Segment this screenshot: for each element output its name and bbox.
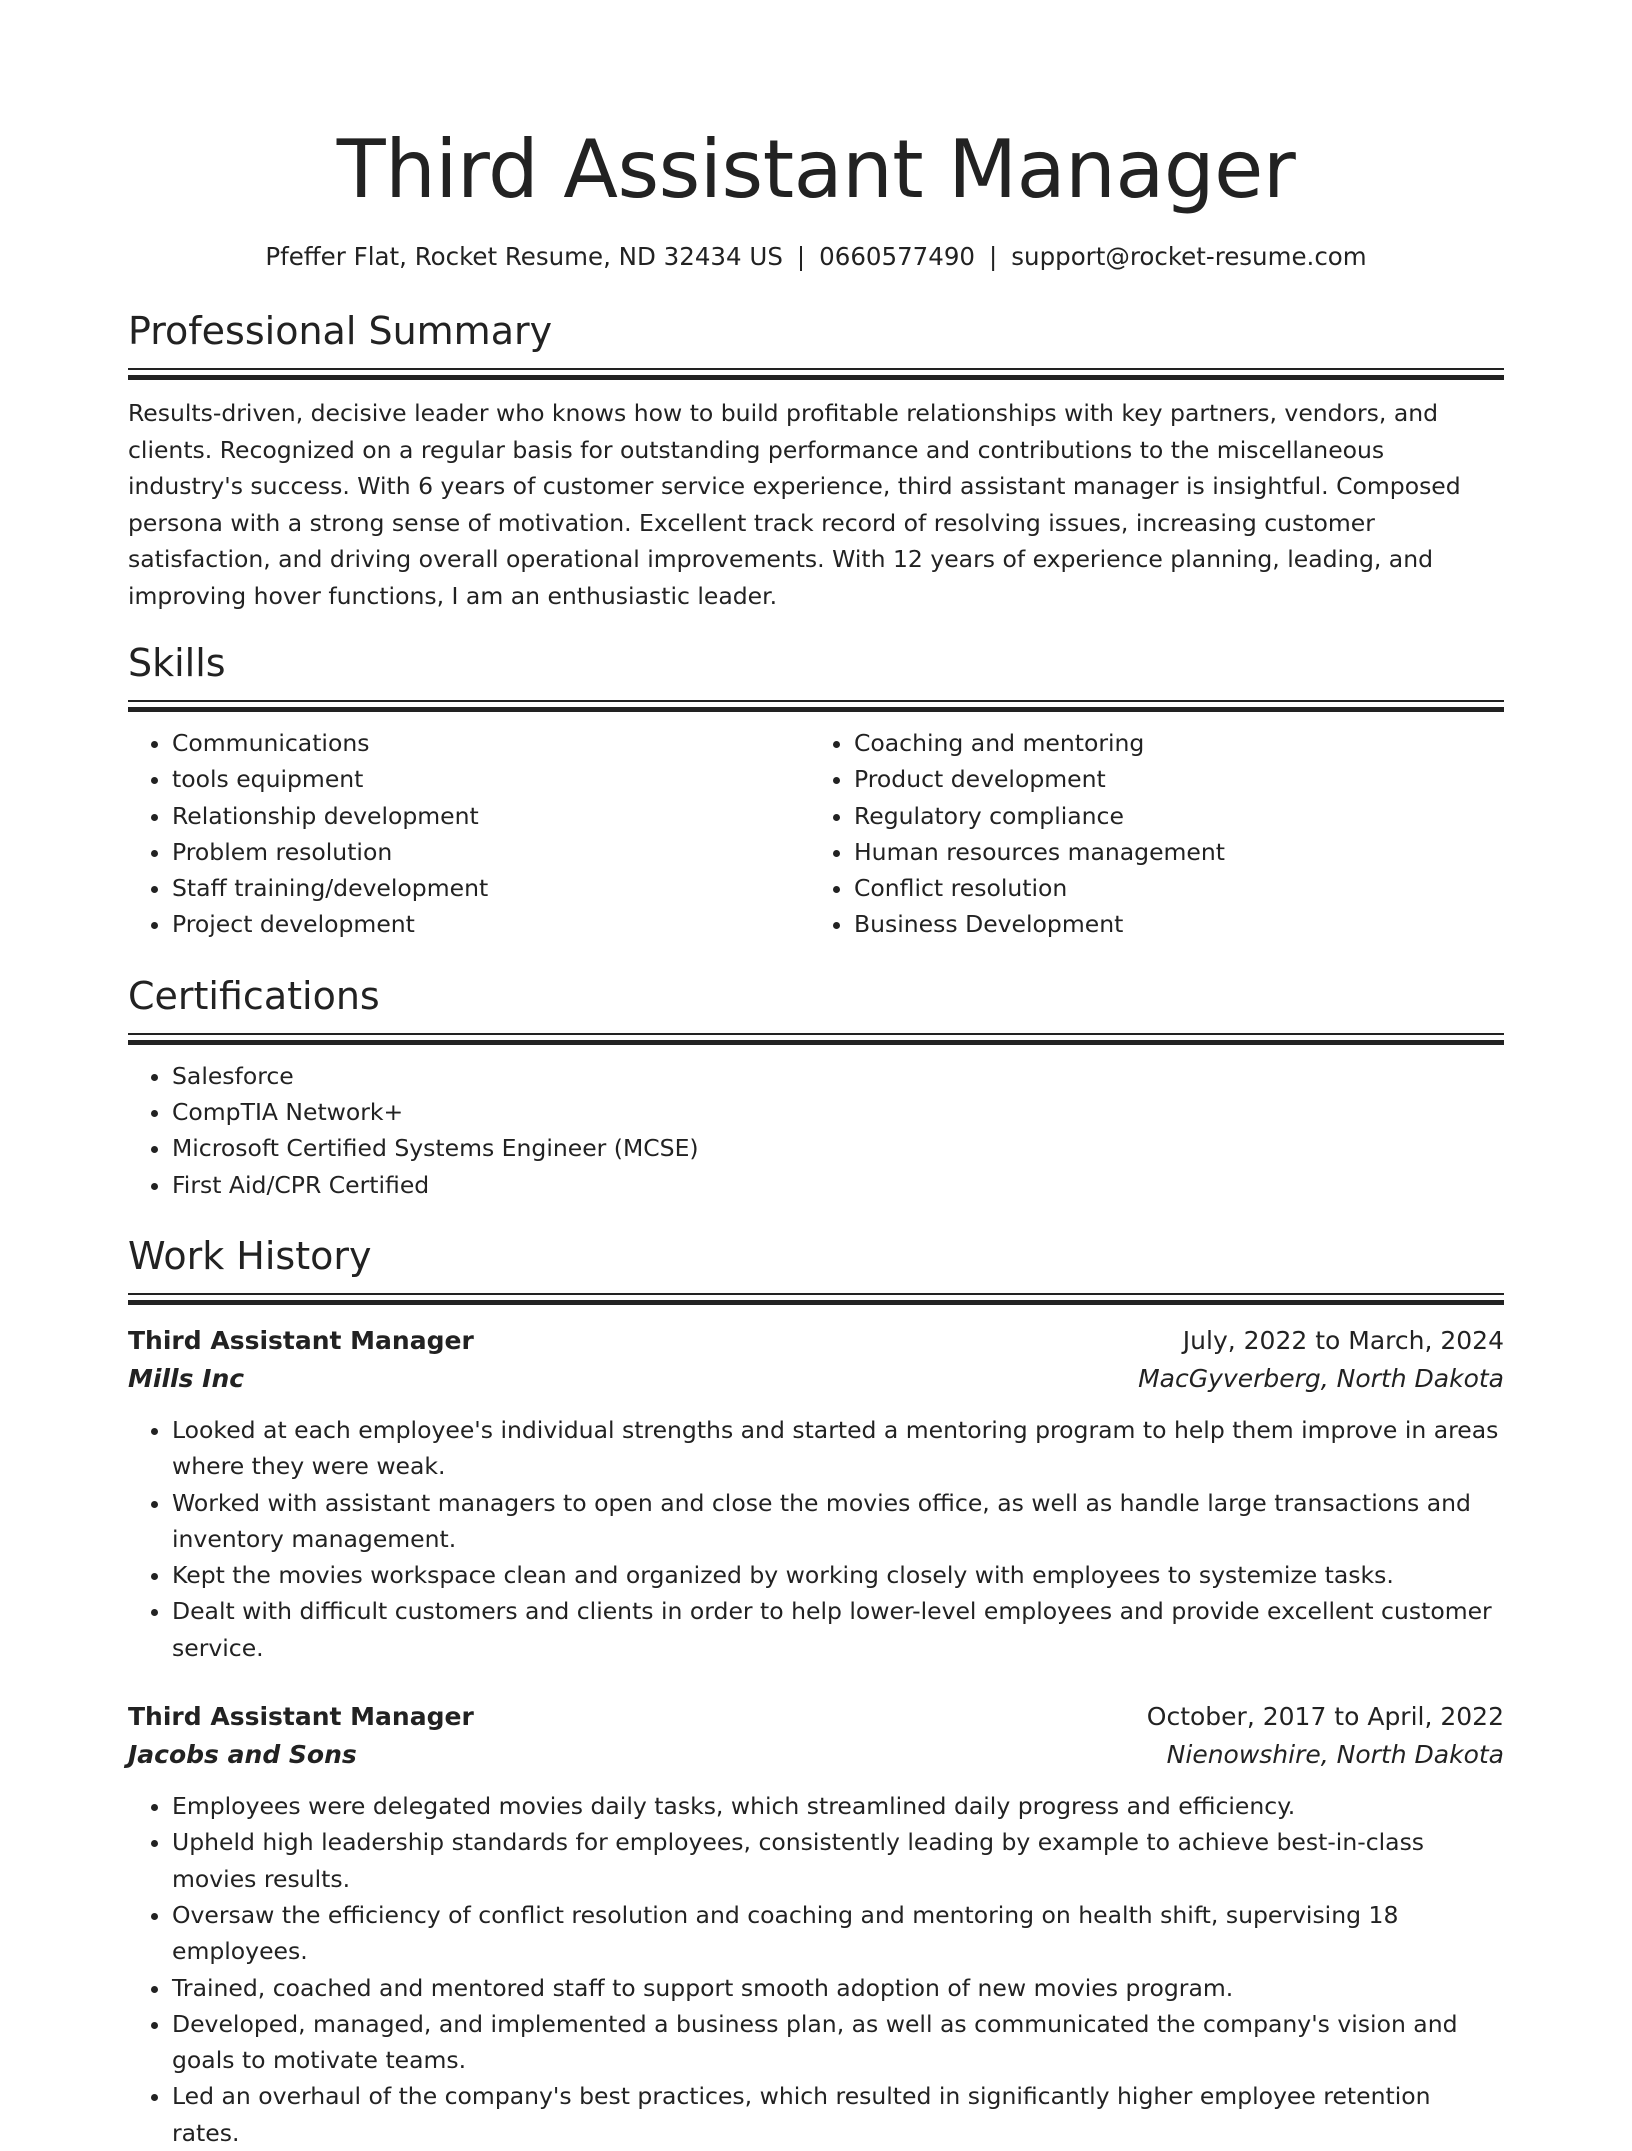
job-company: Jacobs and Sons	[128, 1740, 357, 1770]
skill-item: • Coaching and mentoring	[854, 725, 1488, 761]
skill-item: • Communications	[172, 725, 806, 761]
contact-phone: 0660577490	[819, 242, 976, 271]
job-bullet: • Kept the movies workspace clean and organized by working closely with employees to systemize tasks.	[172, 1557, 1504, 1593]
summary-section	[128, 308, 1504, 614]
job-entry	[128, 1322, 1504, 1666]
contact-separator: |	[796, 242, 806, 271]
skill-item: • Conflict resolution	[854, 870, 1488, 906]
job-bullet: • Dealt with difficult customers and clients in order to help lower-level employees and provide excellent customer service.	[172, 1593, 1504, 1666]
job-location: MacGyverberg, North Dakota	[1138, 1363, 1504, 1393]
job-header	[128, 1322, 1504, 1360]
job-entry	[128, 1698, 1504, 2151]
job-bullet: • Employees were delegated movies daily tasks, which streamlined daily progress and efficiency.	[172, 1788, 1504, 1824]
job-bullets	[128, 1788, 1504, 2151]
certification-item: • CompTIA Network+	[172, 1094, 1504, 1130]
certifications-list	[128, 1058, 1504, 1203]
skill-item: • tools equipment	[172, 761, 806, 797]
certification-item: • First Aid/CPR Certified	[172, 1167, 1504, 1203]
contact-line	[128, 242, 1504, 272]
certification-item: • Salesforce	[172, 1058, 1504, 1094]
certifications-section	[128, 973, 1504, 1203]
resume-name: Third Assistant Manager	[336, 123, 1296, 216]
skills-grid	[128, 725, 1504, 943]
contact-separator: |	[989, 242, 998, 271]
section-divider	[128, 368, 1504, 381]
section-title-summary: Professional Summary	[128, 309, 553, 353]
skill-item: • Staff training/development	[172, 870, 806, 906]
job-dates: July, 2022 to March, 2024	[1182, 1325, 1504, 1355]
skill-item: • Problem resolution	[172, 834, 806, 870]
contact-address: Pfeffer Flat, Rocket Resume, ND 32434 US	[265, 242, 783, 271]
summary-text: Results-driven, decisive leader who knows how to build profitable relationships with key partners, vendors, and clients. Recognized on a regular basis for outstanding performance and contributions to the miscellaneous industry's success. With 6 years of customer service experience, third assistant manager is insightful. Composed persona with a strong sense of motivation. Excellent track record of resolving issues, increasing customer satisfaction, and driving overall operational improvements. With 12 years of experience planning, leading, and improving hover functions, I am an enthusiastic leader.	[128, 399, 1461, 610]
work-history-section	[128, 1233, 1504, 2151]
skill-item: • Regulatory compliance	[854, 798, 1488, 834]
skill-item: • Product development	[854, 761, 1488, 797]
job-bullet: • Oversaw the efficiency of conflict resolution and coaching and mentoring on health shift, supervising 18 employees.	[172, 1897, 1504, 1970]
job-header	[128, 1698, 1504, 1736]
skill-item: • Business Development	[854, 906, 1488, 942]
section-title-work-history: Work History	[128, 1233, 372, 1278]
job-title: Third Assistant Manager	[128, 1325, 474, 1355]
section-divider	[128, 1293, 1504, 1306]
job-bullet: • Trained, coached and mentored staff to support smooth adoption of new movies program.	[172, 1970, 1504, 2006]
job-bullet: • Looked at each employee's individual strengths and started a mentoring program to help them improve in areas where they were weak.	[172, 1412, 1504, 1485]
job-location: Nienowshire, North Dakota	[1166, 1740, 1504, 1770]
job-subheader	[128, 1736, 1504, 1774]
section-divider	[128, 1033, 1504, 1046]
contact-email: support@rocket-resume.com	[1011, 242, 1367, 271]
job-title: Third Assistant Manager	[128, 1702, 474, 1732]
resume-page	[128, 0, 1504, 2151]
certification-item: • Microsoft Certified Systems Engineer (MCSE)	[172, 1130, 1504, 1166]
skills-list-right	[806, 725, 1488, 943]
section-divider	[128, 700, 1504, 713]
job-bullets	[128, 1412, 1504, 1666]
job-bullet: • Worked with assistant managers to open and close the movies office, as well as handle large transactions and inventory management.	[172, 1485, 1504, 1558]
job-subheader	[128, 1360, 1504, 1398]
skill-item: • Human resources management	[854, 834, 1488, 870]
section-title-skills: Skills	[128, 641, 226, 685]
job-company: Mills Inc	[128, 1363, 245, 1393]
skill-item: • Relationship development	[172, 798, 806, 834]
job-bullet: • Led an overhaul of the company's best practices, which resulted in significantly higher employee retention rates.	[172, 2078, 1504, 2151]
skills-section	[128, 640, 1504, 943]
skills-list-left	[128, 725, 806, 943]
job-dates: October, 2017 to April, 2022	[1146, 1702, 1504, 1732]
section-title-certifications: Certifications	[128, 973, 380, 1018]
skill-item: • Project development	[172, 906, 806, 942]
job-bullet: • Upheld high leadership standards for employees, consistently leading by example to achieve best-in-class movies results.	[172, 1824, 1504, 1897]
job-bullet: • Developed, managed, and implemented a business plan, as well as communicated the company's vision and goals to motivate teams.	[172, 2006, 1504, 2079]
